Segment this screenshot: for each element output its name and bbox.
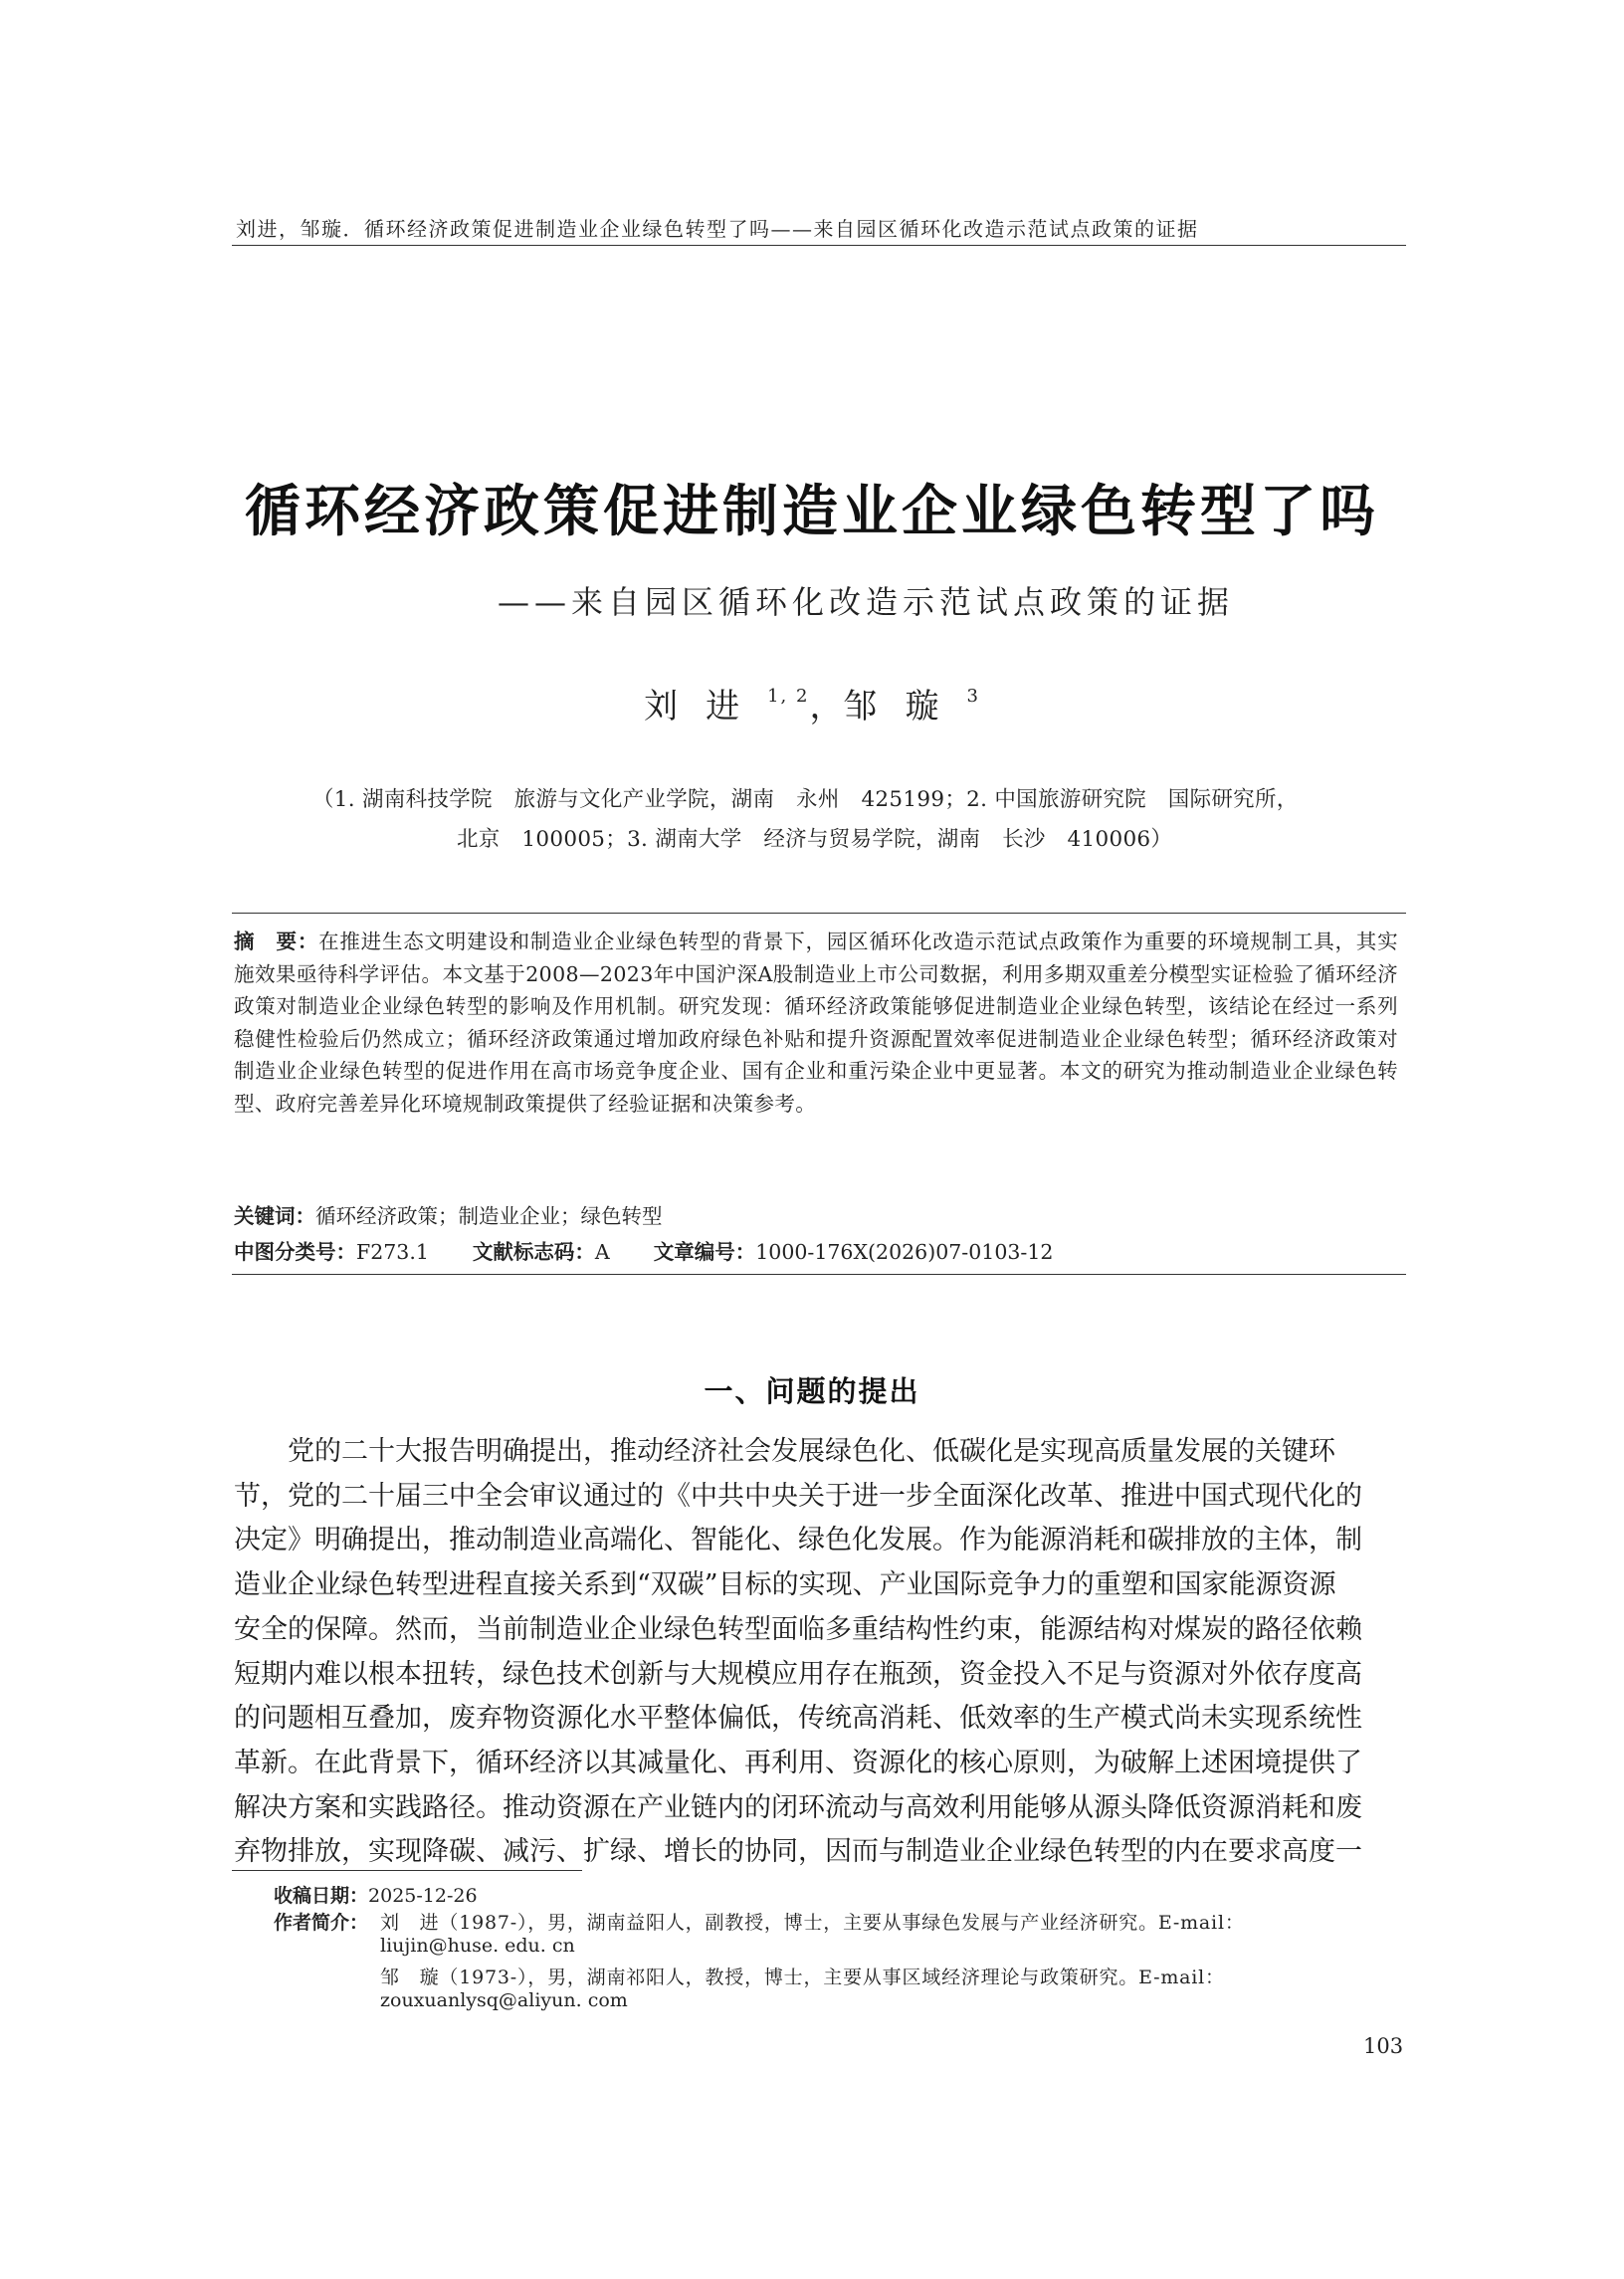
body-line: 安全的保障。然而，当前制造业企业绿色转型面临多重结构性约束，能源结构对煤炭的路径依赖 bbox=[234, 1613, 1362, 1645]
body-line: 革新。在此背景下，循环经济以其减量化、再利用、资源化的核心原则，为破解上述困境提供了 bbox=[234, 1747, 1362, 1778]
author-email-2: zouxuanlysq@aliyun. com bbox=[380, 1989, 628, 2011]
received-value: 2025-12-26 bbox=[368, 1885, 478, 1907]
body-paragraph bbox=[234, 1430, 1400, 1875]
author-bio-2: 邹 璇（1973-），男，湖南祁阳人，教授，博士，主要从事区域经济理论与政策研究。E-mail： bbox=[380, 1967, 1225, 1988]
clc-label: 中图分类号： bbox=[234, 1240, 356, 1264]
abstract-text: 在推进生态文明建设和制造业企业绿色转型的背景下，园区循环化改造示范试点政策作为重要的环境规制工具，其实施效果亟待科学评估。本文基于2008—2023年中国沪深A股制造业上市公司数据，利用多期双重差分模型实证检验了循环经济政策对制造业企业绿色转型的影响及作用机制。研究发现：循环经济政策能够促进制造业企业绿色转型，该结论在经过一系列稳健性检验后仍然成立；循环经济政策通过增加政府绿色补贴和提升资源配置效率促进制造业企业绿色转型；循环经济政策对制造业企业绿色转型的促进作用在高市场竞争度企业、国有企业和重污染企业中更显著。本文的研究为推动制造业企业绿色转型、政府完善差异化环境规制政策提供了经验证据和决策参考。 bbox=[234, 930, 1398, 1116]
body-line: 的问题相互叠加，废弃物资源化水平整体偏低，传统高消耗、低效率的生产模式尚未实现系统性 bbox=[234, 1703, 1362, 1735]
abstract-top-rule bbox=[232, 913, 1406, 914]
abstract bbox=[234, 926, 1398, 1121]
section-heading: 一、问题的提出 bbox=[704, 1374, 920, 1408]
body-line: 解决方案和实践路径。推动资源在产业链内的闭环流动与高效利用能够从源头降低资源消耗和废 bbox=[234, 1791, 1362, 1823]
body-line: 弃物排放，实现降碳、减污、扩绿、增长的协同，因而与制造业企业绿色转型的内在要求高度一 bbox=[234, 1836, 1362, 1868]
article-number-label: 文章编号： bbox=[653, 1240, 756, 1264]
author-bio-label: 作者简介： bbox=[274, 1912, 369, 1934]
body-line: 党的二十大报告明确提出，推动经济社会发展绿色化、低碳化是实现高质量发展的关键环 bbox=[288, 1436, 1335, 1467]
classification-line bbox=[234, 1235, 1053, 1265]
author-bio-1: 刘 进（1987-），男，湖南益阳人，副教授，博士，主要从事绿色发展与产业经济研究。E-mail： bbox=[380, 1912, 1245, 1934]
footnote-rule bbox=[232, 1870, 582, 1871]
paper-subtitle: ——来自园区循环化改造示范试点政策的证据 bbox=[498, 583, 1235, 621]
affiliation-line: 北京 100005；3. 湖南大学 经济与贸易学院，湖南 长沙 410006） bbox=[457, 827, 1173, 852]
abstract-bottom-rule bbox=[232, 1274, 1406, 1275]
page-number: 103 bbox=[1363, 2034, 1404, 2058]
author-name: 刘进 bbox=[644, 687, 768, 726]
body-line: 节，党的二十届三中全会审议通过的《中共中央关于进一步全面深化改革、推进中国式现代化的 bbox=[234, 1480, 1362, 1512]
keywords bbox=[234, 1199, 663, 1229]
doc-code-value: A bbox=[594, 1240, 610, 1264]
body-line: 短期内难以根本扭转，绿色技术创新与大规模应用存在瓶颈，资金投入不足与资源对外依存度高 bbox=[234, 1658, 1362, 1690]
author-affiliation-marker: 3 bbox=[966, 686, 980, 707]
clc-value: F273.1 bbox=[356, 1240, 429, 1264]
author-email-1: liujin@huse. edu. cn bbox=[380, 1935, 575, 1957]
affiliation-line: （1. 湖南科技学院 旅游与文化产业学院，湖南 永州 425199；2. 中国旅游研究院 国际研究所， bbox=[312, 787, 1299, 812]
body-line: 决定》明确提出，推动制造业高端化、智能化、绿色化发展。作为能源消耗和碳排放的主体，制 bbox=[234, 1525, 1362, 1556]
received-date bbox=[274, 1881, 478, 1908]
keywords-text: 循环经济政策；制造业企业；绿色转型 bbox=[315, 1204, 663, 1228]
paper-title: 循环经济政策促进制造业企业绿色转型了吗 bbox=[245, 480, 1379, 544]
running-header: 刘进，邹璇．循环经济政策促进制造业企业绿色转型了吗——来自园区循环化改造示范试点政策的证据 bbox=[236, 217, 1199, 241]
author-separator: ， bbox=[809, 687, 844, 726]
header-rule bbox=[232, 245, 1406, 246]
keywords-label: 关键词： bbox=[234, 1204, 315, 1228]
article-number-value: 1000-176X(2026)07-0103-12 bbox=[755, 1240, 1054, 1264]
author-affiliation-marker: 1, 2 bbox=[767, 686, 810, 707]
abstract-label: 摘 要： bbox=[234, 930, 319, 953]
received-label: 收稿日期： bbox=[274, 1885, 369, 1907]
body-line: 造业企业绿色转型进程直接关系到“双碳”目标的实现、产业国际竞争力的重塑和国家能源资源 bbox=[234, 1569, 1336, 1601]
author-name: 邹璇 bbox=[843, 687, 967, 726]
author-line bbox=[0, 679, 1624, 727]
doc-code-label: 文献标志码： bbox=[472, 1240, 595, 1264]
